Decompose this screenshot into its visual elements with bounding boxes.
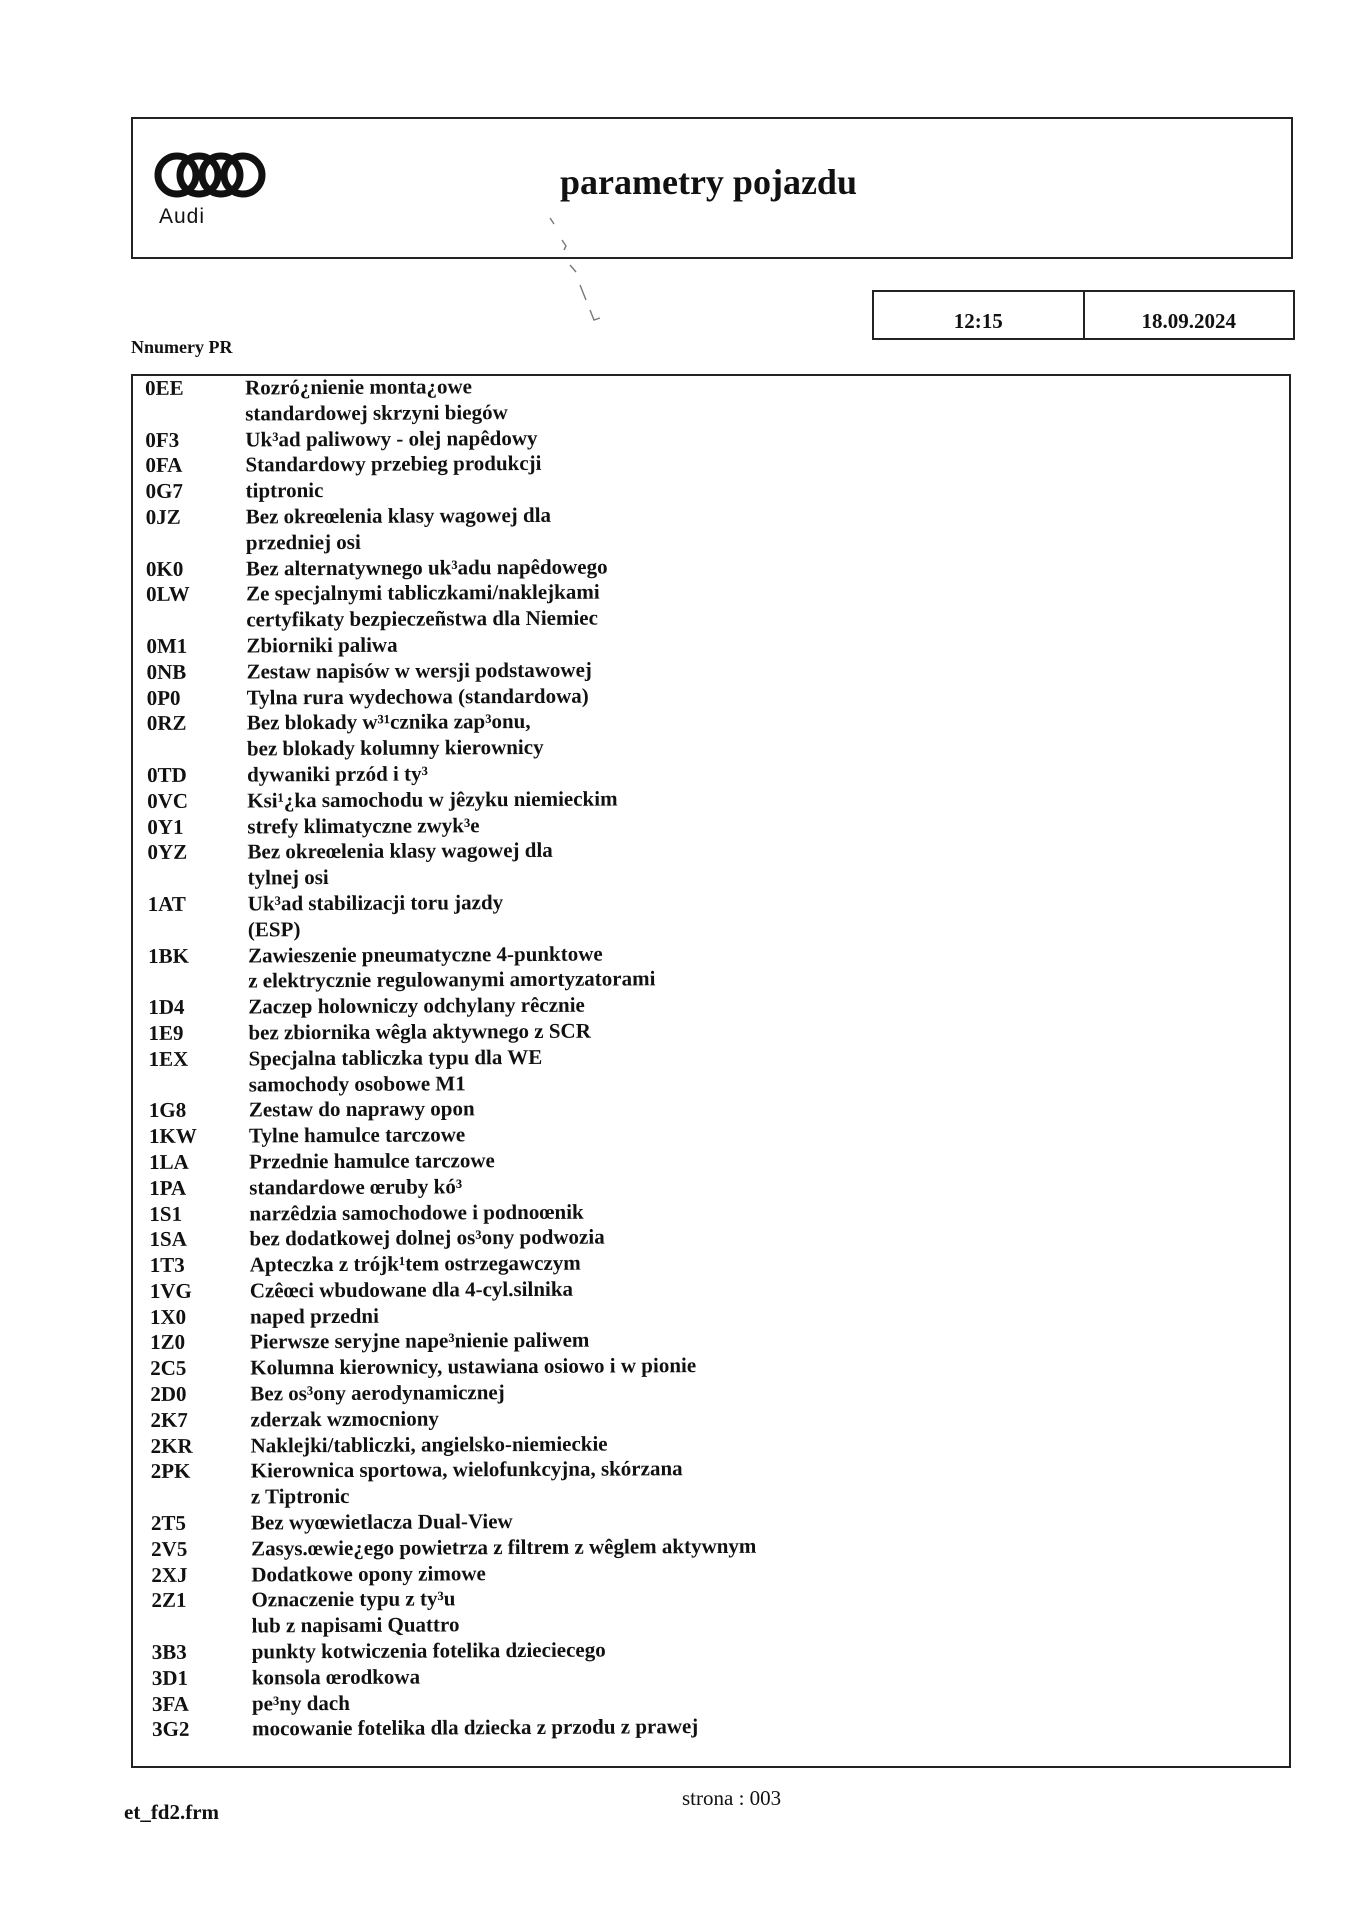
form-name: et_fd2.frm	[124, 1800, 220, 1824]
pr-code: 1BK	[147, 943, 189, 968]
pr-description	[248, 938, 1144, 994]
document-header	[131, 117, 1293, 259]
pr-description	[248, 887, 1144, 943]
pr-code: 3D1	[151, 1665, 189, 1690]
pr-description-line: Zestaw napisów w wersji podstawowej	[246, 657, 592, 684]
pr-code: 2C5	[150, 1356, 187, 1381]
pr-code: 0Y1	[147, 814, 184, 839]
pr-description-line: Zawieszenie pneumatyczne 4-punktowe	[247, 941, 603, 967]
table-row	[147, 1454, 1147, 1511]
pr-description-line: Naklejki/tabliczki, angielsko-niemieckie	[250, 1431, 608, 1458]
page-number: strona : 003	[682, 1786, 782, 1810]
pr-code: 2K7	[150, 1407, 188, 1432]
pr-description-line: Uk³ad stabilizacji toru jazdy	[247, 890, 504, 916]
pr-description-line: standardowej skrzyni biegów	[245, 399, 508, 426]
brand-name: Audi	[159, 205, 206, 228]
pr-description-line: Tylna rura wydechowa (standardowa)	[246, 683, 589, 710]
pr-description	[247, 835, 1143, 891]
pr-description-line: Pierwsze seryjne nape³nienie paliwem	[249, 1328, 590, 1354]
pr-code: 0G7	[145, 478, 184, 504]
pr-description-line: przedniej osi	[245, 529, 361, 555]
pr-description-line: Kolumna kierownicy, ustawiana osiowo i w pionie	[250, 1353, 697, 1380]
pr-description-line: Oznaczenie typu z ty³u	[251, 1586, 456, 1612]
pr-code: 0M1	[146, 633, 188, 658]
print-date: 18.09.2024	[1083, 292, 1294, 338]
table-row	[147, 1583, 1147, 1640]
pr-description	[251, 1454, 1147, 1510]
pr-code: 3G2	[152, 1717, 190, 1742]
pr-code: 2PK	[150, 1459, 191, 1484]
pr-description-line: mocowanie fotelika dla dziecka z przodu z prawej	[252, 1714, 699, 1741]
pr-code: 1EX	[148, 1046, 189, 1071]
pr-code: 1PA	[149, 1175, 187, 1200]
pr-code: 1AT	[147, 891, 186, 916]
pr-code: 1S1	[149, 1201, 183, 1226]
pr-code: 0TD	[147, 762, 187, 787]
pr-description	[246, 500, 1142, 556]
table-row	[141, 371, 1141, 428]
section-label: Nnumery PR	[131, 337, 233, 357]
pr-code: 1E9	[148, 1020, 184, 1045]
table-row	[148, 1712, 1148, 1743]
pr-code: 3FA	[151, 1691, 189, 1716]
pr-code: 0RZ	[146, 711, 187, 736]
pr-description-line: Tylne hamulce tarczowe	[248, 1122, 466, 1148]
pr-description	[251, 1583, 1147, 1639]
pr-description-line: konsola œrodkowa	[251, 1664, 421, 1690]
pr-description-line: Ksi¹¿ka samochodu w jêzyku niemieckim	[247, 786, 618, 813]
pr-code: 1LA	[149, 1149, 189, 1174]
print-time: 12:15	[953, 309, 1003, 333]
pr-description-line: punkty kotwiczenia fotelika dzieciecego	[251, 1637, 606, 1664]
time-date-box	[872, 290, 1295, 340]
pr-description-line: Kierownica sportowa, wielofunkcyjna, skórzana	[250, 1456, 683, 1483]
pr-code: 2KR	[150, 1433, 193, 1458]
pr-code: 0JZ	[145, 504, 181, 529]
pr-description-line: Specjalna tabliczka typu dla WE	[248, 1044, 543, 1071]
pr-description	[249, 1041, 1145, 1097]
pr-description-line: z elektrycznie regulowanymi amortyzatorami	[248, 966, 656, 993]
pr-description-line: Standardowy przebieg produkcji	[245, 451, 542, 477]
pr-description-line: tylnej osi	[247, 865, 329, 890]
pr-description-line: (ESP)	[247, 916, 301, 942]
pr-description	[252, 1712, 1148, 1742]
pr-description-line: Bez okreœlenia klasy wagowej dla	[245, 502, 552, 529]
pr-description-line: Ze specjalnymi tabliczkami/naklejkami	[246, 579, 600, 606]
pr-code: 1G8	[148, 1098, 187, 1123]
table-row	[142, 500, 1142, 557]
pr-description-line: Rozró¿nienie monta¿owe	[244, 374, 473, 400]
pr-description-line: Zasys.œwie¿ego powietrza z filtrem z wêglem aktywnym	[251, 1533, 757, 1561]
table-row	[143, 835, 1143, 892]
pr-code: 0F3	[145, 427, 180, 452]
pr-code: 0P0	[146, 685, 181, 710]
pr-code: 0VC	[147, 788, 189, 813]
pr-code: 2D0	[150, 1381, 187, 1407]
pr-description-line: dywaniki przód i ty³	[247, 761, 428, 787]
pr-description-line: Przednie hamulce tarczowe	[249, 1148, 495, 1174]
pr-codes-table	[131, 374, 1291, 1768]
pr-code: 1SA	[149, 1227, 187, 1252]
pr-description-line: strefy klimatyczne zwyk³e	[247, 812, 480, 838]
page-title: parametry pojazdu	[560, 162, 857, 202]
audi-rings-logo	[153, 145, 267, 205]
pr-description-line: naped przedni	[249, 1303, 379, 1329]
pr-description-line: Zaczep holowniczy odchylany rêcznie	[248, 992, 585, 1019]
pr-description-line: Zestaw do naprawy opon	[248, 1096, 475, 1122]
pr-code: 1T3	[149, 1252, 185, 1278]
pr-code: 1D4	[148, 994, 185, 1020]
table-row	[144, 938, 1144, 995]
pr-description-line: Zbiorniki paliwa	[246, 632, 398, 658]
pr-description-line: Bez okreœlenia klasy wagowej dla	[247, 838, 553, 864]
pr-code: 0YZ	[147, 840, 188, 865]
pr-code: 0LW	[146, 582, 190, 607]
pr-code: 0NB	[146, 659, 187, 684]
pr-description-line: samochody osobowe M1	[248, 1070, 466, 1096]
pr-description-line: narzêdzia samochodowe i podnoœnik	[249, 1199, 584, 1225]
pr-description	[247, 706, 1143, 762]
pr-description-line: standardowe œruby kó³	[249, 1174, 463, 1200]
pr-description-line: certyfikaty bezpieczeñstwa dla Niemiec	[246, 605, 598, 632]
pen-scribble	[540, 210, 620, 330]
pr-code: 3B3	[151, 1639, 187, 1665]
pr-description-line: Bez wyœwietlacza Dual-View	[250, 1509, 513, 1535]
pr-description-line: Uk³ad paliwowy - olej napêdowy	[245, 425, 538, 452]
pr-description-line: bez zbiornika wêgla aktywnego z SCR	[248, 1018, 591, 1045]
pr-description	[246, 577, 1142, 633]
table-row	[142, 577, 1142, 634]
pr-description-line: Dodatkowe opony zimowe	[251, 1560, 486, 1587]
pr-description-line: z Tiptronic	[250, 1484, 350, 1509]
table-row	[144, 887, 1144, 944]
table-row	[143, 706, 1143, 763]
pr-code: 0EE	[144, 375, 184, 400]
pr-code: 1KW	[148, 1123, 197, 1149]
pr-codes-list	[141, 371, 1148, 1743]
pr-description-line: lub z napisami Quattro	[251, 1612, 460, 1638]
pr-code: 1VG	[149, 1278, 192, 1303]
pr-description-line: Apteczka z trójk¹tem ostrzegawczym	[249, 1250, 581, 1277]
pr-description-line: bez dodatkowej dolnej os³ony podwozia	[249, 1224, 605, 1251]
pr-description	[245, 371, 1141, 427]
pr-description-line: pe³ny dach	[251, 1690, 350, 1716]
pr-code: 2Z1	[151, 1588, 187, 1613]
pr-code: 0K0	[145, 556, 184, 581]
pr-code: 2XJ	[151, 1562, 188, 1587]
pr-description-line: tiptronic	[245, 478, 324, 503]
pr-code: 1Z0	[149, 1330, 186, 1355]
pr-code: 0FA	[145, 453, 183, 478]
pr-description-line: Bez blokady w³¹cznika zap³onu,	[246, 709, 531, 735]
pr-description-line: zderzak wzmocniony	[250, 1406, 439, 1432]
pr-description-line: Czêœci wbudowane dla 4-cyl.silnika	[249, 1276, 574, 1303]
table-row	[145, 1041, 1145, 1098]
pr-description-line: Bez os³ony aerodynamicznej	[250, 1380, 505, 1406]
pr-code: 2T5	[150, 1510, 187, 1536]
pr-code: 2V5	[151, 1536, 188, 1561]
pr-code: 1X0	[149, 1304, 187, 1329]
pr-description-line: Bez alternatywnego uk³adu napêdowego	[245, 554, 608, 581]
pr-description-line: bez blokady kolumny kierownicy	[246, 735, 544, 761]
